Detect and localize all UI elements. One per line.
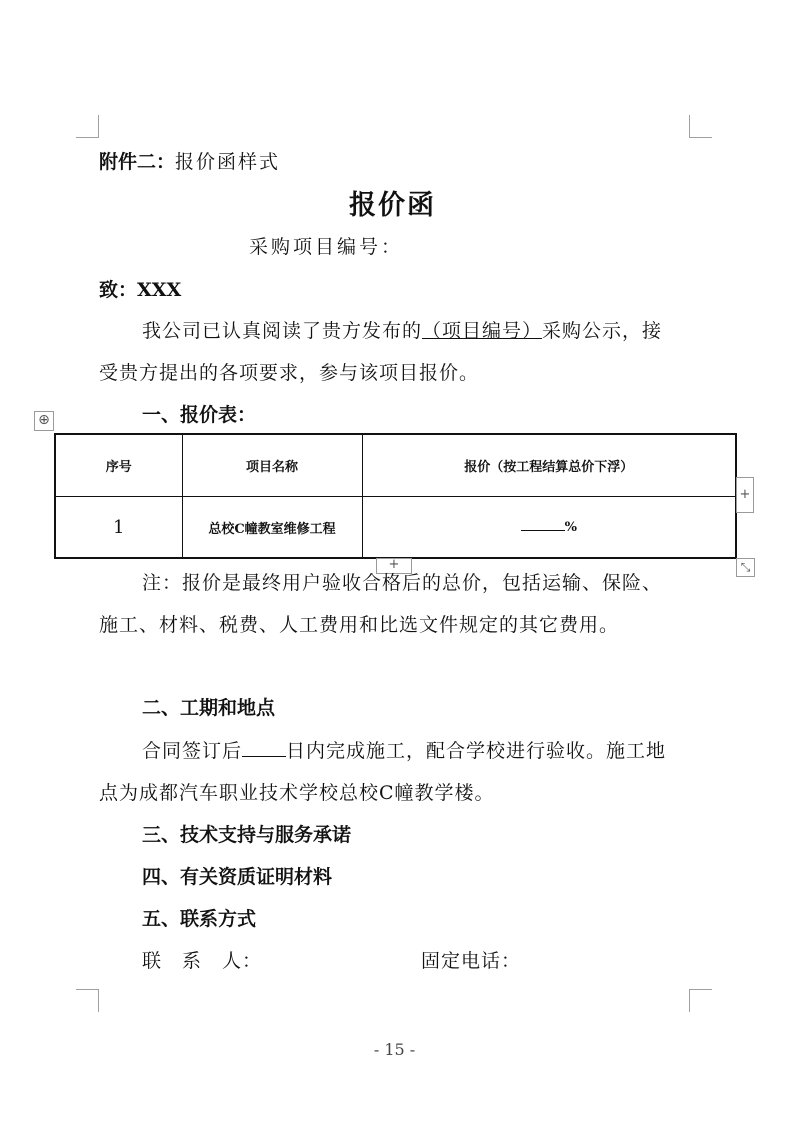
days-blank[interactable] (242, 756, 286, 757)
intro-line-2: 受贵方提出的各项要求，参与该项目报价。 (99, 362, 480, 384)
add-column-icon[interactable]: + (736, 477, 754, 513)
attachment-heading (99, 147, 280, 174)
table-resize-handle-icon[interactable]: ⤡ (736, 558, 755, 577)
intro-line-1 (142, 316, 662, 343)
crop-mark-top-right (689, 115, 712, 138)
schedule-text-pre: 合同签订后 (142, 740, 243, 762)
schedule-text-post: 日内完成施工，配合学校进行验收。施工地 (286, 740, 667, 762)
section-support: 三、技术支持与服务承诺 (142, 824, 352, 846)
row-quote[interactable] (362, 497, 736, 559)
add-row-icon[interactable]: + (376, 558, 412, 574)
quote-blank[interactable] (521, 530, 565, 531)
table-move-handle-icon[interactable]: ⊕ (34, 411, 54, 431)
header-project-name: 项目名称 (182, 434, 362, 497)
schedule-line-1 (142, 736, 666, 763)
section-quote-table: 一、报价表： (142, 404, 257, 426)
row-project-name: 总校C幢教室维修工程 (182, 497, 362, 559)
section-qualifications: 四、有关资质证明材料 (142, 866, 333, 888)
contact-person-label: 联 系 人： (142, 950, 263, 972)
crop-mark-top-left (76, 115, 99, 138)
recipient: 致：XXX (99, 279, 182, 301)
table-row (55, 497, 736, 559)
note-line-2: 施工、材料、税费、人工费用和比选文件规定的其它费用。 (99, 614, 620, 636)
section-schedule: 二、工期和地点 (142, 697, 276, 719)
crop-mark-bottom-left (76, 989, 99, 1012)
attachment-label: 附件二： (99, 151, 176, 173)
intro-text-post: 采购公示，接 (542, 320, 663, 342)
header-serial: 序号 (55, 434, 182, 497)
quote-table (54, 433, 737, 559)
row-serial: 1 (55, 497, 182, 559)
crop-mark-bottom-right (689, 989, 712, 1012)
page-title: 报价函 (349, 190, 436, 221)
schedule-line-2: 点为成都汽车职业技术学校总校C幢教学楼。 (99, 782, 495, 804)
page-number: - 15 - (373, 1040, 416, 1059)
project-number-placeholder: （项目编号） (422, 320, 543, 342)
project-number-label: 采购项目编号： (249, 236, 404, 258)
attachment-text: 报价函样式 (175, 151, 281, 173)
phone-label: 固定电话： (421, 950, 522, 972)
note-line-1: 注：报价是最终用户验收合格后的总价，包括运输、保险、 (142, 572, 663, 594)
table-header-row (55, 434, 736, 497)
section-contact: 五、联系方式 (142, 908, 257, 930)
header-quote: 报价（按工程结算总价下浮） (362, 434, 736, 497)
intro-text-pre: 我公司已认真阅读了贵方发布的 (142, 320, 423, 342)
percent-sign: % (564, 519, 577, 535)
